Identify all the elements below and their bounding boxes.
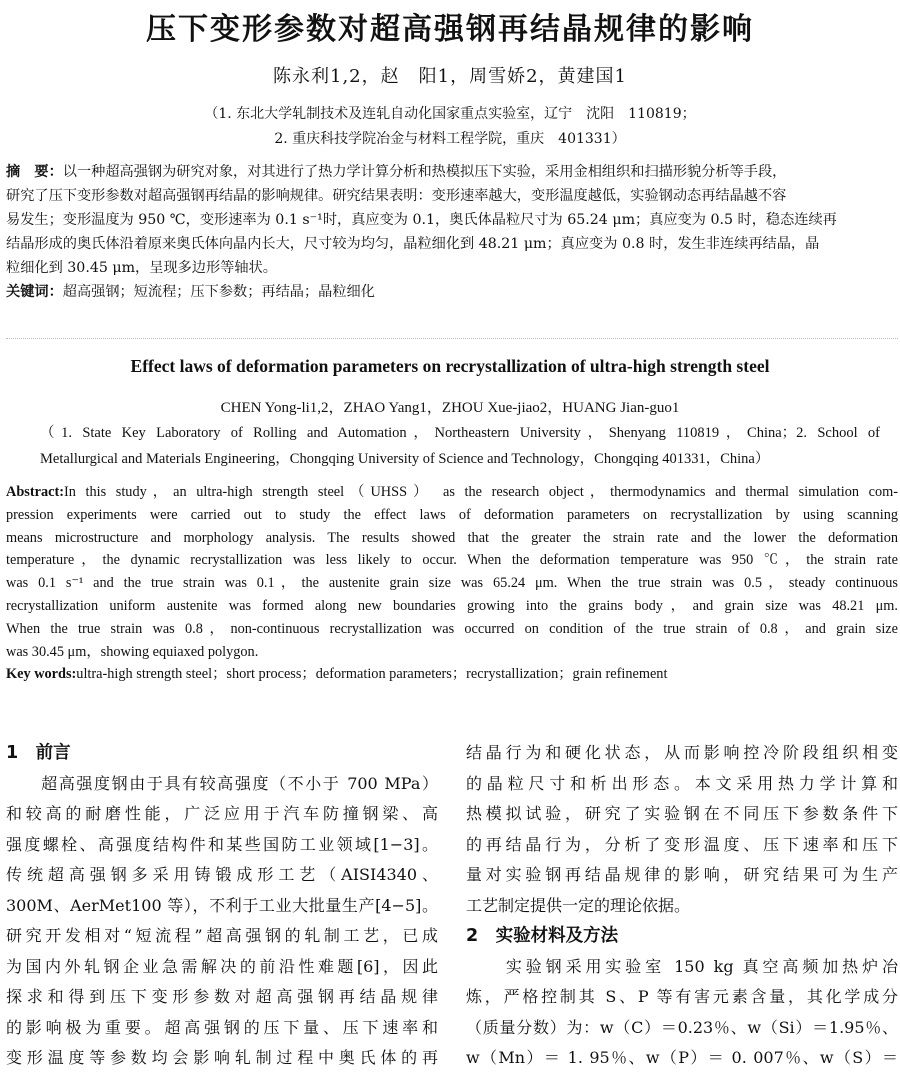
keywords-cn-label: 关键词： <box>6 284 63 300</box>
abstract-cn <box>6 160 898 304</box>
body-line: 300M、AerMet100 等），不利于工业大批量生产[4−5]。 <box>6 895 438 915</box>
authors-cn: 陈永利1,2，赵 阳1，周雪娇2，黄建国1 <box>273 66 627 87</box>
body-line: 实验钢采用实验室 150 kg 真空高频加热炉冶 <box>466 956 898 976</box>
section2-heading: 2 实验材料及方法 <box>466 926 619 946</box>
abstract-cn-line: 以一种超高强钢为研究对象，对其进行了热力学计算分析和热模拟压下实验，采用金相组织和扫描形貌分析等手段， <box>62 164 787 180</box>
body-line: 的再结晶行为，分析了变形温度、压下速率和压下 <box>466 834 898 854</box>
body-line: 热模拟试验，研究了实验钢在不同压下参数条件下 <box>466 804 898 823</box>
body-line: 研究开发相对“短流程”超高强钢的轧制工艺，已成 <box>6 926 438 945</box>
body-line: 传统超高强钢多采用铸锻成形工艺（AISI4340、 <box>6 865 438 884</box>
affiliation-cn-line2: 2. 重庆科技学院冶金与材料工程学院，重庆 401331） <box>274 131 626 147</box>
body-line: 和较高的耐磨性能，广泛应用于汽车防撞钢梁、高 <box>6 804 438 823</box>
body-line: 变形温度等参数均会影响轧制过程中奥氏体的再 <box>6 1048 438 1067</box>
abstract-en-line: was 30.45 μm，showing equiaxed polygon. <box>6 643 259 660</box>
right-column <box>466 738 898 1074</box>
body-line: 量对实验钢再结晶规律的影响，研究结果可为生产 <box>466 865 898 884</box>
section1-heading: 1 前言 <box>6 743 71 763</box>
abstract-en-label: Abstract: <box>6 484 64 500</box>
body-line: 探求和得到压下变形参数对超高强钢再结晶规律 <box>6 987 438 1006</box>
abstract-en-line: was 0.1 s⁻¹ and the true strain was 0.1，the austenite grain size was 65.24 μm. When the true strain was 0.5，steady continuous <box>6 575 898 592</box>
paper-title-cn: 压下变形参数对超高强钢再结晶规律的影响 <box>146 12 754 47</box>
abstract-en-line: means microstructure and morphology analysis. The results showed that the greater the strain rate and the lower the deformation <box>6 529 898 546</box>
abstract-en-line: temperature，the dynamic recrystallization was less likely to occur. When the deformation temperature was 950 ℃，the strain rate <box>6 552 898 569</box>
left-column <box>6 738 438 1074</box>
affiliation-cn-line1: （1. 东北大学轧制技术及连轧自动化国家重点实验室，辽宁 沈阳 110819； <box>204 106 696 122</box>
abstract-en-line: recrystallization uniform austenite was formed along new boundaries growing into the grains body，and grain size was 48.21 μm. <box>6 597 898 614</box>
abstract-en-line: When the true strain was 0.8，non-continuous recrystallization was occurred on condition of the true strain of 0.8，and grain size <box>6 620 898 637</box>
body-line: w（Mn）＝ 1. 95％、w（P）＝ 0. 007％、w（S）＝ <box>466 1048 898 1067</box>
body-line: （质量分数）为：w（C）＝0.23％、w（Si）＝1.95％、 <box>466 1017 898 1037</box>
abstract-cn-line: 易发生；变形温度为 950 ℃，变形速率为 0.1 s⁻¹时，真应变为 0.1，奥氏体晶粒尺寸为 65.24 μm；真应变为 0.5 时，稳态连续再 <box>6 212 837 228</box>
body-line: 为国内外轧钢企业急需解决的前沿性难题[6]，因此 <box>6 956 438 976</box>
section-divider <box>6 338 898 339</box>
abstract-cn-line: 研究了压下变形参数对超高强钢再结晶的影响规律。研究结果表明：变形速率越大，变形温度越低，实验钢动态再结晶越不容 <box>6 188 787 204</box>
abstract-en <box>6 481 898 686</box>
abstract-cn-line: 结晶形成的奥氏体沿着原来奥氏体向晶内长大，尺寸较为均匀，晶粒细化到 48.21 μm；真应变为 0.8 时，发生非连续再结晶，晶 <box>6 236 820 252</box>
affiliation-en-line2: Metallurgical and Materials Engineering，Chongqing University of Science and Technology，Chongqing 401331，China） <box>40 451 770 467</box>
keywords-en-text: ultra-high strength steel；short process；deformation parameters；recrystallization；grain refinement <box>76 666 668 683</box>
abstract-cn-line: 粒细化到 30.45 μm，呈现多边形等轴状。 <box>6 260 277 276</box>
body-line: 炼，严格控制其 S、P 等有害元素含量，其化学成分 <box>466 987 898 1006</box>
abstract-cn-label: 摘 要： <box>6 164 63 180</box>
affiliation-en <box>40 420 880 472</box>
paper-title-en: Effect laws of deformation parameters on recrystallization of ultra-high strength steel <box>130 356 770 376</box>
authors-en: CHEN Yong-li1,2，ZHAO Yang1，ZHOU Xue-jiao2，HUANG Jian-guo1 <box>220 400 680 416</box>
body-line: 工艺制定提供一定的理论依据。 <box>466 895 691 915</box>
keywords-en-label: Key words: <box>6 666 77 683</box>
abstract-en-line: pression experiments were carried out to study the effect laws of deformation parameters on recrystallization by using scanning <box>6 506 898 523</box>
body-line: 结晶行为和硬化状态，从而影响控冷阶段组织相变 <box>466 743 898 762</box>
body-line: 强度螺栓、高强度结构件和某些国防工业领域[1−3]。 <box>6 834 438 854</box>
body-line: 的晶粒尺寸和析出形态。本文采用热力学计算和 <box>466 773 898 793</box>
body-line: 的影响极为重要。超高强钢的压下量、压下速率和 <box>6 1017 438 1037</box>
abstract-en-line: In this study，an ultra-high strength steel（UHSS） as the research object，thermodynamics and thermal simulation com- <box>63 484 898 500</box>
body-line: 超高强度钢由于具有较高强度（不小于 700 MPa） <box>6 773 438 793</box>
keywords-cn-text: 超高强钢；短流程；压下参数；再结晶；晶粒细化 <box>62 284 375 300</box>
affiliation-en-line1: （1. State Key Laboratory of Rolling and Automation，Northeastern University，Shenyang 110819，China；2. School of <box>40 425 880 441</box>
